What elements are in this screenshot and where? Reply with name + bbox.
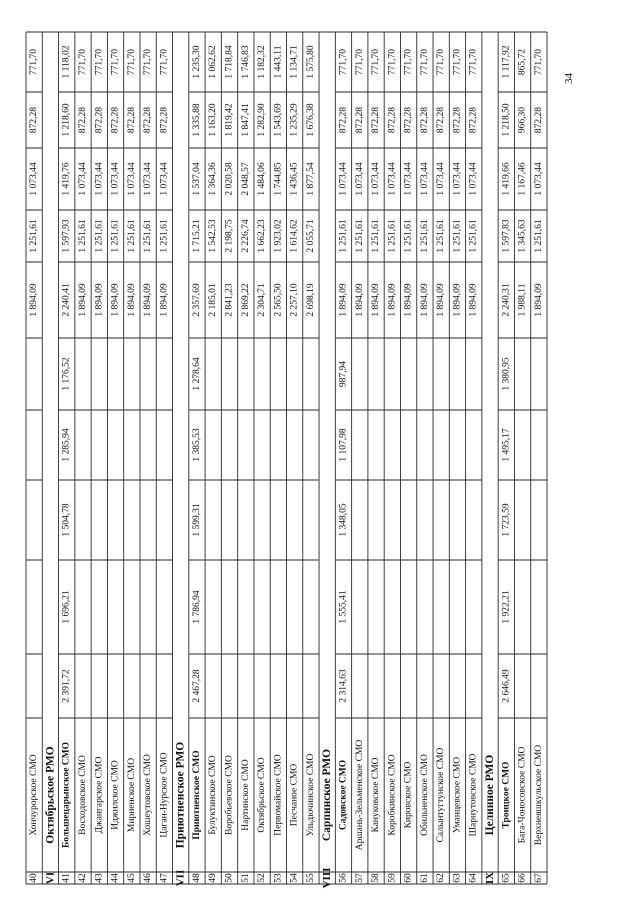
municipality-name: Октябрьское СМО: [257, 757, 268, 833]
municipality-name: Первомайское СМО: [273, 754, 284, 836]
tariff-value: 1 062,62: [208, 45, 219, 79]
tariff-value: 1 282,90: [257, 103, 268, 137]
tariff-value: 771,70: [419, 48, 430, 76]
tariff-value: 2 869,22: [240, 283, 251, 317]
municipality-name: Большецарынское СМО: [61, 741, 72, 849]
tariff-value: 1 073,44: [436, 162, 447, 196]
section-number: IX: [484, 871, 497, 885]
tariff-value: 1 073,44: [452, 162, 463, 196]
tariff-value: 771,70: [452, 48, 463, 76]
tariff-value: 872,28: [94, 106, 105, 134]
tariff-value: 1 251,61: [354, 219, 365, 253]
tariff-value: 872,28: [159, 106, 170, 134]
row-number: 54: [289, 873, 300, 883]
tariff-value: 1 251,61: [94, 219, 105, 253]
tariff-value: 1 484,06: [257, 162, 268, 196]
row-number: 52: [257, 873, 268, 883]
tariff-value: 872,28: [354, 106, 365, 134]
tariff-value: 1 923,02: [273, 219, 284, 253]
row-number: 41: [61, 873, 72, 883]
tariff-value: 1 746,83: [240, 45, 251, 79]
tariff-value: 1 251,61: [29, 219, 40, 253]
tariff-value: 1 251,61: [403, 219, 414, 253]
tariff-value: 2 698,19: [305, 283, 316, 317]
tariff-value: 1 278,64: [191, 357, 202, 391]
municipality-name: Коробкинское СМО: [387, 754, 398, 836]
tariff-value: 771,70: [354, 48, 365, 76]
tariff-value: 872,28: [338, 106, 349, 134]
tariff-value: 1 419,66: [501, 162, 512, 196]
tariff-value: 1 786,94: [191, 590, 202, 624]
tariff-value: 1 073,44: [126, 162, 137, 196]
tariff-value: 1 335,88: [191, 103, 202, 137]
tariff-value: 1 504,78: [61, 503, 72, 537]
tariff-value: 872,28: [126, 106, 137, 134]
tariff-value: 1 073,44: [77, 162, 88, 196]
tariff-value: 872,28: [533, 106, 544, 134]
tariff-value: 771,70: [436, 48, 447, 76]
row-number: 50: [224, 873, 235, 883]
row-number: 60: [403, 873, 414, 883]
tariff-value: 1 348,05: [338, 503, 349, 537]
tariff-value: 1 073,44: [94, 162, 105, 196]
row-number: 46: [143, 873, 154, 883]
tariff-value: 1 443,11: [273, 45, 284, 79]
tariff-value: 872,28: [371, 106, 382, 134]
tariff-value: 2 391,72: [61, 669, 72, 703]
section-number: VII: [174, 869, 187, 887]
tariff-value: 1 696,21: [61, 590, 72, 624]
tariff-value: 1 988,11: [517, 283, 528, 317]
tariff-value: 1 599,31: [191, 503, 202, 537]
municipality-name: Мирненское СМО: [126, 757, 137, 833]
tariff-value: 2 357,69: [191, 283, 202, 317]
row-number: 55: [305, 873, 316, 883]
tariff-value: 2 565,50: [273, 283, 284, 317]
row-number: 49: [208, 873, 219, 883]
tariff-value: 1 922,21: [501, 590, 512, 624]
tariff-value: 1 542,53: [208, 219, 219, 253]
tariff-value: 1 894,09: [338, 283, 349, 317]
tariff-value: 1 073,44: [419, 162, 430, 196]
tariff-value: 1 894,09: [419, 283, 430, 317]
tariff-value: 1 894,09: [403, 283, 414, 317]
tariff-value: 1 744,85: [273, 162, 284, 196]
tariff-value: 1 894,09: [387, 283, 398, 317]
tariff-value: 1 894,09: [468, 283, 479, 317]
tariff-value: 872,28: [468, 106, 479, 134]
tariff-value: 771,70: [143, 48, 154, 76]
tariff-value: 872,28: [143, 106, 154, 134]
tariff-value: 872,28: [387, 106, 398, 134]
row-number: 45: [126, 873, 137, 883]
row-number: 43: [94, 873, 105, 883]
row-number: 56: [338, 873, 349, 883]
tariff-value: 1 537,04: [191, 162, 202, 196]
row-number: 61: [419, 873, 430, 883]
tariff-value: 2 055,71: [305, 219, 316, 253]
row-number: 40: [29, 873, 40, 883]
row-number: 65: [501, 873, 512, 883]
municipality-name: Воробьевское СМО: [224, 755, 235, 835]
tariff-value: 1 073,44: [338, 162, 349, 196]
tariff-value: 2 240,41: [61, 283, 72, 317]
section-name: Сарпинское РМО: [321, 748, 334, 842]
tariff-value: 1 894,09: [452, 283, 463, 317]
tariff-value: 1 345,63: [517, 219, 528, 253]
municipality-name: Хончурорское СМО: [29, 754, 40, 836]
tariff-value: 1 235,29: [289, 103, 300, 137]
tariff-value: 1 251,61: [126, 219, 137, 253]
tariff-value: 1 117,92: [501, 45, 512, 79]
municipality-name: Иджилское СМО: [110, 760, 121, 830]
tariff-value: 2 467,28: [191, 669, 202, 703]
tariff-value: 1 073,44: [403, 162, 414, 196]
tariff-value: 1 073,44: [29, 162, 40, 196]
tariff-value: 1 251,61: [143, 219, 154, 253]
tariff-value: 1 073,44: [533, 162, 544, 196]
tariff-value: 2 841,23: [224, 283, 235, 317]
tariff-value: 1 847,41: [240, 103, 251, 137]
row-number: 44: [110, 873, 121, 883]
municipality-name: Ульдючинское СМО: [305, 753, 316, 837]
tariff-value: 1 163,20: [208, 103, 219, 137]
tariff-value: 1 251,61: [436, 219, 447, 253]
tariff-value: 872,28: [436, 106, 447, 134]
tariff-value: 1 118,02: [61, 45, 72, 79]
tariff-value: 1 251,61: [159, 219, 170, 253]
municipality-name: Булуктинское СМО: [208, 755, 219, 835]
tariff-value: 1 718,84: [224, 45, 235, 79]
tariff-value: 2 198,75: [224, 219, 235, 253]
tariff-value: 1 251,61: [419, 219, 430, 253]
tariff-value: 1 894,09: [143, 283, 154, 317]
tariff-value: 1 251,61: [533, 219, 544, 253]
tariff-value: 1 555,41: [338, 590, 349, 624]
municipality-name: Аршань-Зельменское СМО: [354, 739, 365, 851]
tariff-value: 1 251,61: [338, 219, 349, 253]
tariff-value: 771,70: [533, 48, 544, 76]
section-number: VI: [44, 871, 57, 885]
section-number: VIII: [321, 867, 334, 889]
row-number: 58: [371, 873, 382, 883]
tariff-value: 1 251,61: [371, 219, 382, 253]
tariff-value: 872,28: [419, 106, 430, 134]
row-number: 63: [452, 873, 463, 883]
municipality-name: Кануковское СМО: [371, 757, 382, 833]
municipality-name: Салынтугтунское СМО: [436, 747, 447, 843]
tariff-value: 1 251,61: [452, 219, 463, 253]
row-number: 42: [77, 873, 88, 883]
section-name: Октябрьское РМО: [44, 746, 57, 844]
tariff-value: 1 894,09: [159, 283, 170, 317]
tariff-value: 2 314,63: [338, 669, 349, 703]
tariff-value: 2 048,57: [240, 162, 251, 196]
tariff-value: 872,28: [110, 106, 121, 134]
tariff-value: 872,28: [77, 106, 88, 134]
tariff-value: 1 894,09: [533, 283, 544, 317]
municipality-name: Шарнутовское СМО: [468, 753, 479, 837]
tariff-value: 872,28: [29, 106, 40, 134]
tariff-value: 865,72: [517, 48, 528, 76]
tariff-value: 1 614,62: [289, 219, 300, 253]
municipality-name: Садовское СМО: [338, 759, 349, 831]
tariff-value: 1 218,60: [61, 103, 72, 137]
row-number: 48: [191, 873, 202, 883]
tariff-value: 987,94: [338, 360, 349, 388]
tariff-value: 1 436,45: [289, 162, 300, 196]
tariff-value: 1 251,61: [468, 219, 479, 253]
row-number: 57: [354, 873, 365, 883]
tariff-value: 1 543,69: [273, 103, 284, 137]
tariff-value: 1 218,50: [501, 103, 512, 137]
tariff-value: 872,28: [403, 106, 414, 134]
tariff-value: 771,70: [403, 48, 414, 76]
tariff-value: 1 107,98: [338, 428, 349, 462]
row-number: 66: [517, 873, 528, 883]
tariff-value: 771,70: [338, 48, 349, 76]
row-number: 67: [533, 873, 544, 883]
municipality-name: Цаган-Нурское СМО: [159, 752, 170, 838]
tariff-value: 1 723,59: [501, 503, 512, 537]
tariff-value: 2 304,71: [257, 283, 268, 317]
tariff-value: 1 894,09: [77, 283, 88, 317]
tariff-value: 1 176,52: [61, 357, 72, 391]
tariff-value: 1 073,44: [371, 162, 382, 196]
tariff-value: 1 380,95: [501, 357, 512, 391]
tariff-value: 2 020,58: [224, 162, 235, 196]
tariff-value: 1 877,54: [305, 162, 316, 196]
tariff-value: 1 894,09: [126, 283, 137, 317]
municipality-name: Бага-Чоносовское СМО: [517, 746, 528, 844]
row-number: 53: [273, 873, 284, 883]
section-name: Приютненское РМО: [174, 741, 187, 849]
tariff-value: 771,70: [468, 48, 479, 76]
municipality-name: Обильненское СМО: [419, 754, 430, 836]
row-number: 51: [240, 873, 251, 883]
row-number: 59: [387, 873, 398, 883]
municipality-name: Приютненское СМО: [191, 750, 202, 840]
tariff-value: 1 251,61: [77, 219, 88, 253]
tariff-value: 1 285,94: [61, 428, 72, 462]
tariff-value: 1 819,42: [224, 103, 235, 137]
municipality-name: Троицкое СМО: [501, 761, 512, 829]
municipality-name: Кировское СМО: [403, 761, 414, 829]
municipality-name: Джангарское СМО: [94, 756, 105, 834]
tariff-value: 1 134,71: [289, 45, 300, 79]
tariff-value: 1 167,46: [517, 162, 528, 196]
tariff-value: 1 894,09: [29, 283, 40, 317]
tariff-value: 771,70: [159, 48, 170, 76]
tariff-value: 1 235,30: [191, 45, 202, 79]
tariff-value: 1 575,80: [305, 45, 316, 79]
tariff-value: 1 251,61: [110, 219, 121, 253]
tariff-value: 1 597,93: [61, 219, 72, 253]
tariff-value: 1 662,23: [257, 219, 268, 253]
tariff-value: 2 257,10: [289, 283, 300, 317]
tariff-value: 771,70: [94, 48, 105, 76]
tariff-value: 1 715,21: [191, 219, 202, 253]
tariff-value: 771,70: [29, 48, 40, 76]
tariff-value: 1 073,44: [110, 162, 121, 196]
row-number: 64: [468, 873, 479, 883]
row-number: 47: [159, 873, 170, 883]
tariff-value: 771,70: [77, 48, 88, 76]
page-number: 34: [563, 73, 575, 84]
tariff-value: 1 073,44: [159, 162, 170, 196]
tariff-value: 1 894,09: [436, 283, 447, 317]
tariff-value: 1 073,44: [354, 162, 365, 196]
tariff-value: 771,70: [387, 48, 398, 76]
tariff-value: 1 073,44: [143, 162, 154, 196]
tariff-value: 1 385,53: [191, 428, 202, 462]
municipality-name: Нартинское СМО: [240, 759, 251, 831]
municipality-name: Верхнеяшкульское СМО: [533, 744, 544, 846]
tariff-value: 1 073,44: [387, 162, 398, 196]
tariff-value: 1 894,09: [94, 283, 105, 317]
tariff-value: 771,70: [110, 48, 121, 76]
tariff-value: 872,28: [452, 106, 463, 134]
tariff-value: 1 419,76: [61, 162, 72, 196]
tariff-value: 1 894,09: [371, 283, 382, 317]
tariff-value: 1 364,36: [208, 162, 219, 196]
tariff-value: 966,30: [517, 106, 528, 134]
tariff-value: 1 495,17: [501, 428, 512, 462]
tariff-value: 2 240,31: [501, 283, 512, 317]
tariff-value: 1 894,09: [354, 283, 365, 317]
row-number: 62: [436, 873, 447, 883]
tariff-value: 771,70: [126, 48, 137, 76]
municipality-name: Восходовское СМО: [77, 755, 88, 835]
municipality-name: Песчаное СМО: [289, 763, 300, 827]
tariff-value: 1 182,32: [257, 45, 268, 79]
section-name: Целинное РМО: [484, 754, 497, 836]
tariff-value: 1 073,44: [468, 162, 479, 196]
tariff-value: 1 894,09: [110, 283, 121, 317]
tariff-value: 2 646,49: [501, 669, 512, 703]
tariff-value: 1 597,83: [501, 219, 512, 253]
municipality-name: Уманцевское СМО: [452, 756, 463, 834]
tariff-value: 1 251,61: [387, 219, 398, 253]
tariff-value: 1 676,38: [305, 103, 316, 137]
tariff-value: 771,70: [371, 48, 382, 76]
tariff-value: 2 185,01: [208, 283, 219, 317]
municipality-name: Хошеутовское СМО: [143, 754, 154, 836]
tariff-value: 2 226,74: [240, 219, 251, 253]
